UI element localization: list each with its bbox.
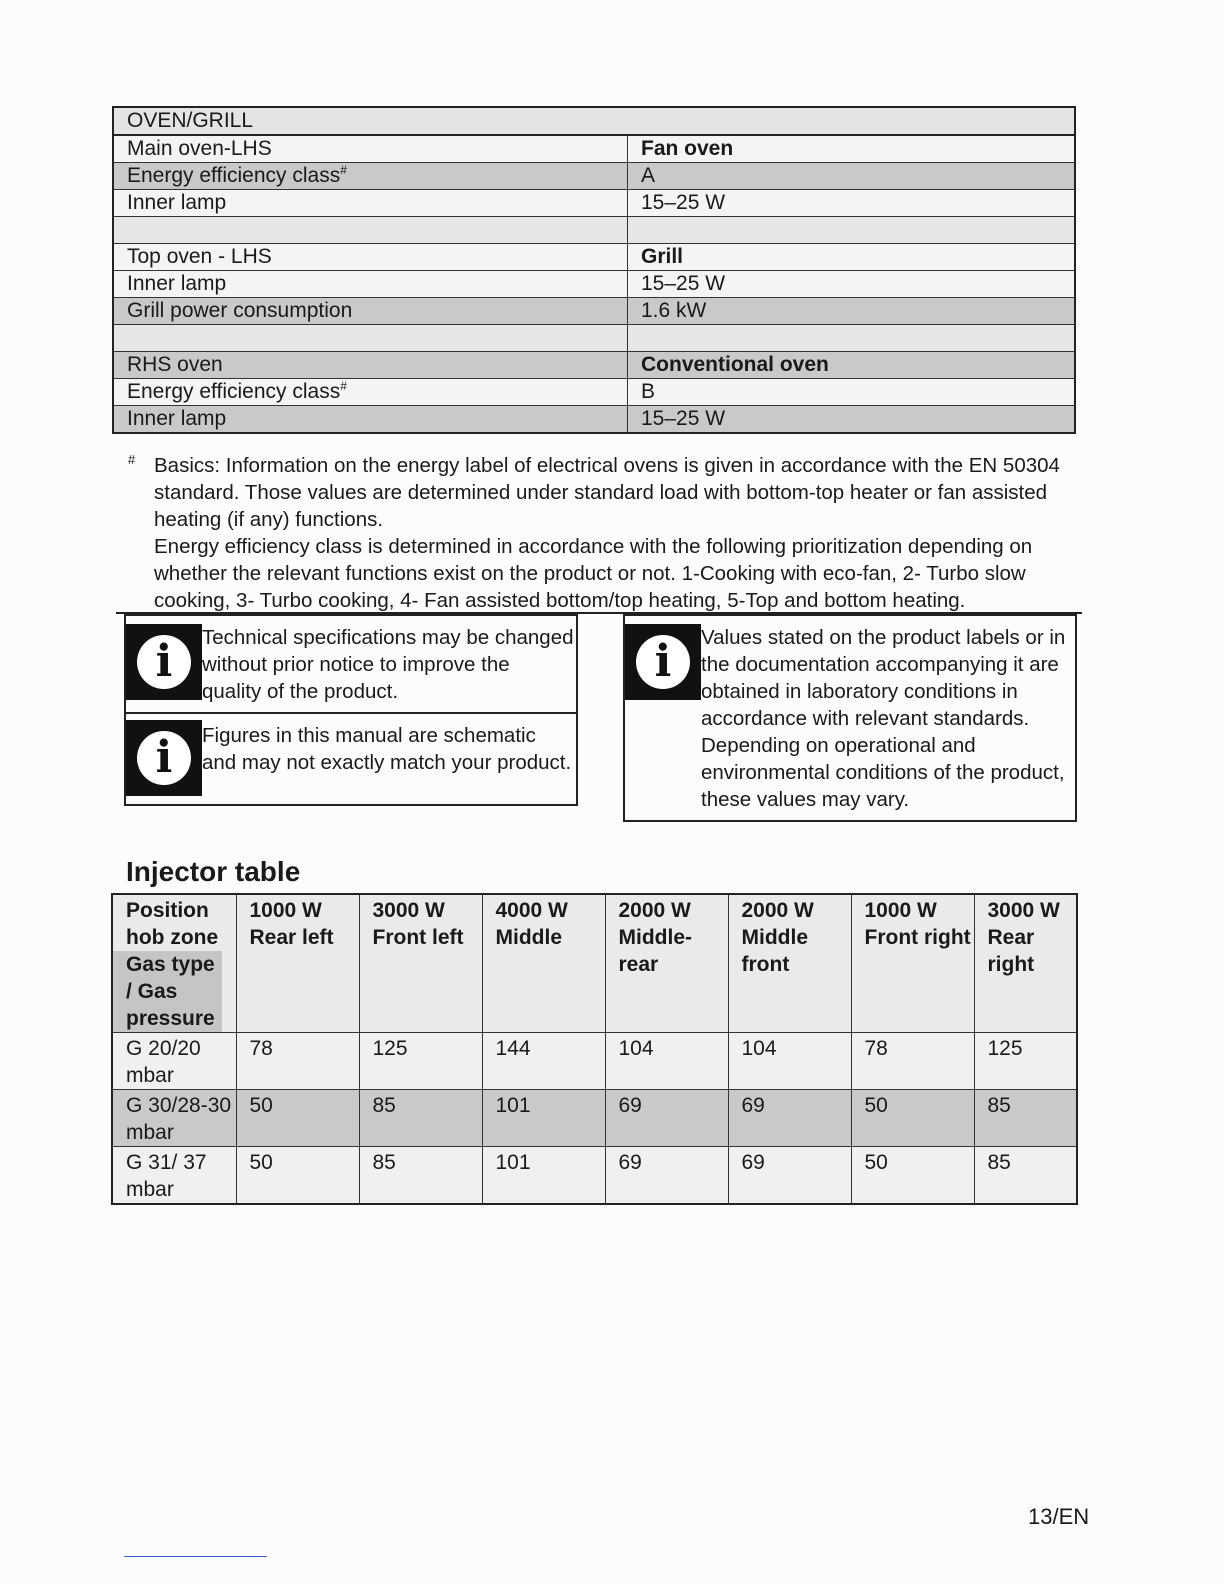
injector-value: 78 (851, 1033, 974, 1090)
injector-value: 85 (359, 1147, 482, 1205)
page-number: 13/EN (1028, 1504, 1090, 1529)
column-header: 2000 W Middle-rear (605, 894, 728, 1033)
injector-value: 85 (974, 1147, 1077, 1205)
footnote-paragraph-2: Energy efficiency class is determined in accordance with the following prioritization depending on whether the relevant functions exist on the product or not. 1-Cooking with eco-fan, 2- Turbo slow cooking, 3- Turbo cooking, 4- Fan assisted bottom/top heating, 5-Top and bottom heating. (154, 535, 1033, 612)
column-header: 4000 W Middle (482, 894, 605, 1033)
row-value: 15–25 W (628, 190, 1076, 217)
injector-value: 85 (359, 1090, 482, 1147)
injector-value: 78 (236, 1033, 359, 1090)
row-value: B (628, 379, 1076, 406)
row-value (628, 325, 1076, 352)
info-text-figures: Figures in this manual are schematic and may not exactly match your product. (202, 724, 572, 774)
row-label (113, 325, 628, 352)
table-row (112, 1090, 1077, 1147)
injector-value: 101 (482, 1090, 605, 1147)
table-row (113, 244, 1075, 271)
injector-value: 125 (974, 1033, 1077, 1090)
oven-table-header-row (113, 107, 1075, 135)
table-row (113, 135, 1075, 163)
table-row-spacer (113, 325, 1075, 352)
injector-value: 101 (482, 1147, 605, 1205)
info-box-divider (126, 712, 576, 714)
injector-value: 50 (851, 1147, 974, 1205)
injector-value: 85 (974, 1090, 1077, 1147)
row-label: Inner lamp (113, 190, 628, 217)
injector-value: 69 (605, 1090, 728, 1147)
table-row (113, 352, 1075, 379)
injector-table-title: Injector table (126, 856, 301, 887)
injector-value: 69 (728, 1147, 851, 1205)
column-header: 1000 W Front right (851, 894, 974, 1033)
table-row (113, 298, 1075, 325)
injector-value: 104 (728, 1033, 851, 1090)
gas-type-label: Gas type / Gas pressure (113, 951, 222, 1032)
injector-value: 125 (359, 1033, 482, 1090)
position-hob-zone-label: Position hob zone (126, 899, 219, 949)
gas-type-cell: G 30/28-30 mbar (112, 1090, 236, 1147)
column-header: 1000 W Rear left (236, 894, 359, 1033)
info-box-right (623, 614, 1077, 822)
footnote-text (154, 452, 1082, 614)
info-icon: i (126, 720, 202, 796)
injector-value: 50 (236, 1147, 359, 1205)
gas-type-cell: G 31/ 37 mbar (112, 1147, 236, 1205)
injector-header-row (112, 894, 1077, 1033)
row-value: 15–25 W (628, 406, 1076, 434)
row-label: Grill power consumption (113, 298, 628, 325)
oven-grill-table (112, 106, 1076, 434)
row-value: 1.6 kW (628, 298, 1076, 325)
row-value: Fan oven (628, 135, 1076, 163)
info-text-values: Values stated on the product labels or in the documentation accompanying it are obtained in laboratory conditions in accordance with relevant standards. Depending on operational and environmental conditions of the product, these values may vary. (701, 626, 1066, 811)
info-icon: i (126, 624, 202, 700)
row-value: Grill (628, 244, 1076, 271)
injector-value: 69 (605, 1147, 728, 1205)
footnote-mark: # (128, 452, 136, 467)
table-row (113, 406, 1075, 434)
column-header: 3000 W Front left (359, 894, 482, 1033)
column-header: 3000 W Rear right (974, 894, 1077, 1033)
row-value: A (628, 163, 1076, 190)
oven-table-header: OVEN/GRILL (113, 107, 1075, 135)
row-label: Inner lamp (113, 271, 628, 298)
table-row (113, 163, 1075, 190)
row-value: 15–25 W (628, 271, 1076, 298)
injector-table (111, 893, 1078, 1205)
injector-value: 144 (482, 1033, 605, 1090)
row-label: Energy efficiency class# (113, 379, 628, 406)
injector-corner-cell (112, 894, 236, 1033)
row-value: Conventional oven (628, 352, 1076, 379)
table-row-spacer (113, 217, 1075, 244)
injector-value: 69 (728, 1090, 851, 1147)
injector-value: 50 (851, 1090, 974, 1147)
table-row (112, 1033, 1077, 1090)
row-label: Main oven-LHS (113, 135, 628, 163)
table-row (113, 271, 1075, 298)
injector-value: 50 (236, 1090, 359, 1147)
row-label: Energy efficiency class# (113, 163, 628, 190)
footer-link-underline (124, 1556, 267, 1557)
table-row (113, 379, 1075, 406)
injector-value: 104 (605, 1033, 728, 1090)
info-text-specifications: Technical specifications may be changed without prior notice to improve the quality of the product. (202, 626, 574, 703)
info-box-left (124, 614, 578, 806)
table-row (112, 1147, 1077, 1205)
row-label: RHS oven (113, 352, 628, 379)
column-header: 2000 W Middle front (728, 894, 851, 1033)
footnote-paragraph-1: Basics: Information on the energy label of electrical ovens is given in accordance with the EN 50304 standard. Those values are determined under standard load with bottom-top heater or fan assisted heating (if any) functions. (154, 454, 1060, 531)
info-icon: i (625, 624, 701, 700)
table-row (113, 190, 1075, 217)
row-label: Inner lamp (113, 406, 628, 434)
row-label (113, 217, 628, 244)
gas-type-cell: G 20/20 mbar (112, 1033, 236, 1090)
row-label: Top oven - LHS (113, 244, 628, 271)
row-value (628, 217, 1076, 244)
